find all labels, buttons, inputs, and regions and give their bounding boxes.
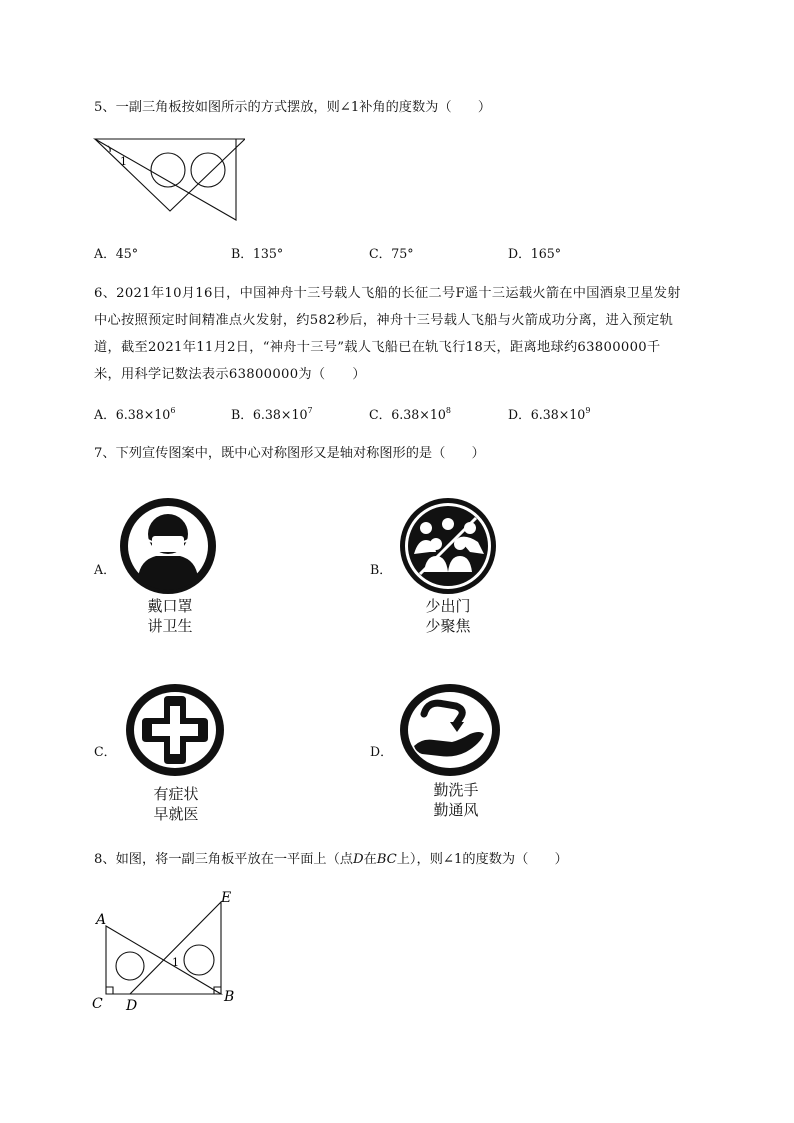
q5-figure — [90, 136, 245, 224]
q6-option-b[interactable]: B．$6.38\times 10^7$ — [231, 406, 313, 422]
q8-stem: 8、如图，将一副三角板平放在一平面上（点D在BC上），则∠1的度数为（ ） — [94, 852, 568, 867]
q7-option-a-letter[interactable]: A． — [94, 562, 116, 577]
q7-option-c-caption: 有症状 早就医 — [153, 785, 199, 823]
q7-option-b-letter[interactable]: B． — [370, 562, 392, 577]
q8-figure — [88, 886, 248, 1016]
hand-wash-icon — [400, 684, 500, 776]
q8-angle-label: 1 — [172, 956, 179, 969]
q8-label-c: C — [92, 996, 103, 1012]
no-crowd-icon — [400, 498, 496, 594]
q6-options — [94, 404, 654, 424]
q5-triangle-1 — [95, 139, 245, 211]
q5-option-c[interactable]: C．75° — [369, 246, 414, 261]
q8-hole-left — [116, 952, 144, 980]
medical-cross-icon — [126, 684, 224, 776]
q5-option-b[interactable]: B．135° — [231, 246, 284, 261]
q7-stem: 7、下列宣传图案中，既中心对称图形又是轴对称图形的是（ ） — [94, 446, 485, 461]
q5-triangle-hole-left — [151, 153, 185, 187]
q7-option-a-caption: 戴口罩 讲卫生 — [147, 597, 193, 635]
q6-line-1: 6、2021年10月16日，中国神舟十三号载人飞船的长征二号F遥十三运载火箭在中国酒泉卫星发射 — [94, 286, 681, 301]
q6-option-a[interactable]: A．$6.38\times 10^6$ — [94, 406, 176, 422]
q8-label-d: D — [126, 998, 138, 1014]
q8-label-e: E — [221, 890, 232, 906]
q6-line-2: 中心按照预定时间精准点火发射，约582秒后，神舟十三号载人飞船与火箭成功分离，进入预定轨 — [94, 313, 674, 328]
q5-option-d[interactable]: D．165° — [508, 246, 562, 261]
q6-line-4: 米，用科学记数法表示63800000为（ ） — [94, 367, 366, 382]
q5-option-a[interactable]: A．45° — [94, 246, 139, 261]
q7-option-c-letter[interactable]: C． — [94, 744, 117, 759]
q6-stem — [94, 280, 754, 388]
q7-option-d-letter[interactable]: D． — [370, 744, 393, 759]
q6-option-d[interactable]: D．$6.38\times 10^9$ — [508, 406, 591, 422]
mask-person-icon — [120, 498, 216, 594]
q5-triangle-2 — [95, 139, 236, 220]
q8-right-angle-c — [106, 987, 113, 994]
q5-angle-label: 1 — [120, 155, 127, 168]
q8-label-a: A — [96, 912, 107, 928]
q6-option-c[interactable]: C．$6.38\times 10^8$ — [369, 406, 451, 422]
q6-line-3: 道，截至2021年11月2日，“神舟十三号”载人飞船已在轨飞行18天，距离地球约63800000千 — [94, 340, 661, 355]
q8-label-b: B — [224, 989, 235, 1005]
q5-options — [94, 243, 654, 263]
q7-option-d-caption: 勤洗手 勤通风 — [433, 781, 479, 819]
q8-hole-right — [184, 945, 214, 975]
q5-triangle-hole-right — [191, 153, 225, 187]
q7-option-b-caption: 少出门 少聚焦 — [425, 597, 471, 635]
q5-stem: 5、一副三角板按如图所示的方式摆放，则∠1补角的度数为（ ） — [94, 100, 492, 115]
